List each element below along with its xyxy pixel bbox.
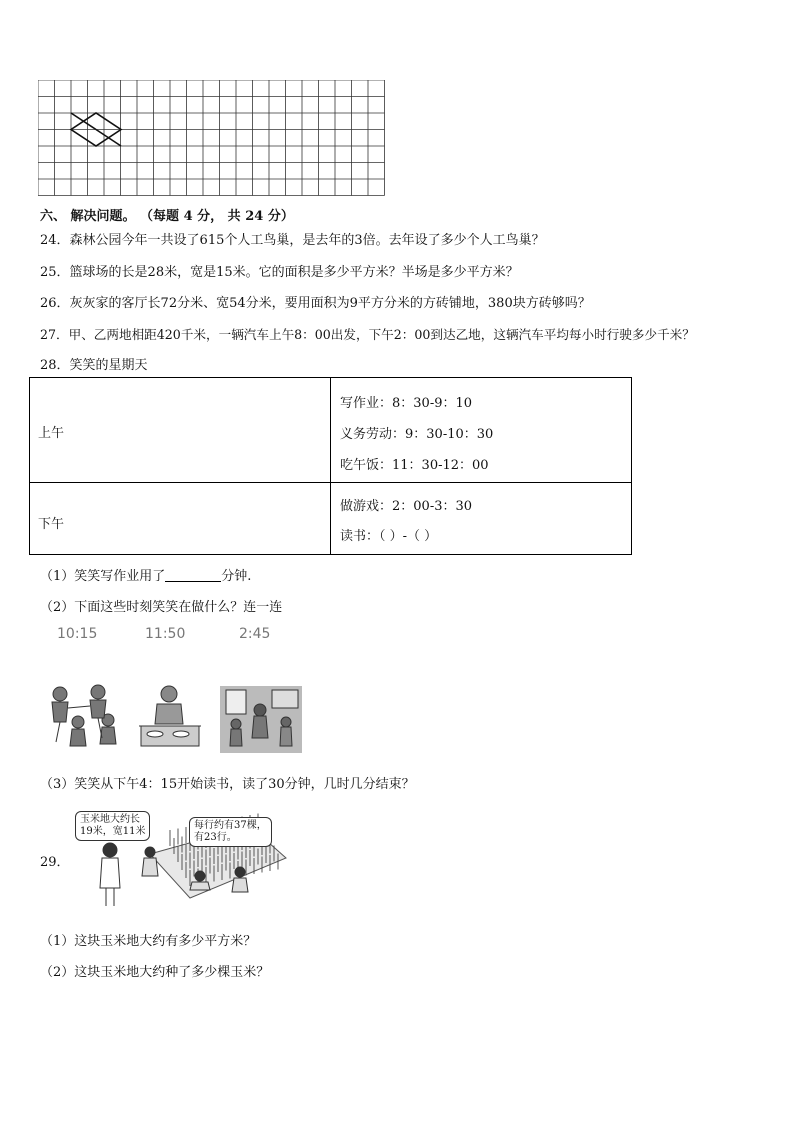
q28-part-3: （3）笑笑从下午4：15开始读书，读了30分钟，几时几分结束？: [40, 777, 415, 792]
afternoon-label: 下午: [38, 517, 65, 532]
time-label: 2:45: [239, 626, 271, 642]
lunch-table-image: [135, 682, 205, 754]
q28-part-1-unit: 分钟.: [221, 569, 252, 584]
schedule-entry: 义务劳动：9：30-10：30: [340, 427, 494, 442]
schedule-entry: 做游戏：2：00-3：30: [340, 499, 473, 514]
time-label: 11:50: [145, 626, 186, 642]
q29-part-2: （2）这块玉米地大约种了多少棵玉米？: [40, 965, 270, 980]
time-label: 10:15: [57, 626, 98, 642]
morning-label: 上午: [38, 426, 65, 441]
volunteer-work-image: [220, 686, 302, 753]
question-26: 26．灰灰家的客厅长72分米、宽54分米，要用面积为9平方分米的方砖铺地，380块方砖够吗？: [40, 296, 591, 311]
answer-blank[interactable]: [165, 569, 221, 582]
table-row-afternoon: [30, 483, 631, 554]
question-29-number: 29．: [40, 855, 70, 870]
schedule-entry: 吃午饭：11：30-12：00: [340, 458, 489, 473]
q28-part-2: （2）下面这些时刻笑笑在做什么？连一连: [40, 600, 283, 615]
schedule-entry: 写作业：8：30-9：10: [340, 396, 473, 411]
schedule-entry: 读书：（ ）-（ ）: [340, 529, 438, 544]
grid-figure: [38, 80, 388, 198]
speech-bubble-dimensions: 玉米地大约长 19米，宽11米: [75, 811, 150, 841]
schedule-table: [29, 377, 632, 555]
children-playing-image: [40, 682, 125, 754]
question-28: 28．笑笑的星期天: [40, 358, 148, 373]
question-27: 27．甲、乙两地相距420千米，一辆汽车上午8：00出发，下午2：00到达乙地，这辆汽车平均每小时行驶多少千米？: [40, 327, 695, 342]
q28-part-1-text: （1）笑笑写作业用了: [40, 569, 166, 584]
q28-part-1: [40, 565, 251, 584]
question-25: 25．篮球场的长是28米，宽是15米。它的面积是多少平方米？半场是多少平方米？: [40, 265, 519, 280]
speech-bubble-rows: 每行约有37棵， 有23行。: [189, 817, 272, 847]
q29-part-1: （1）这块玉米地大约有多少平方米？: [40, 934, 257, 949]
table-row-morning: [30, 378, 631, 483]
question-24: 24．森林公园今年一共设了615个人工鸟巢，是去年的3倍。去年设了多少个人工鸟巢？: [40, 233, 545, 248]
section-title: 六、 解决问题。 （每题 4 分， 共 24 分）: [40, 209, 294, 224]
